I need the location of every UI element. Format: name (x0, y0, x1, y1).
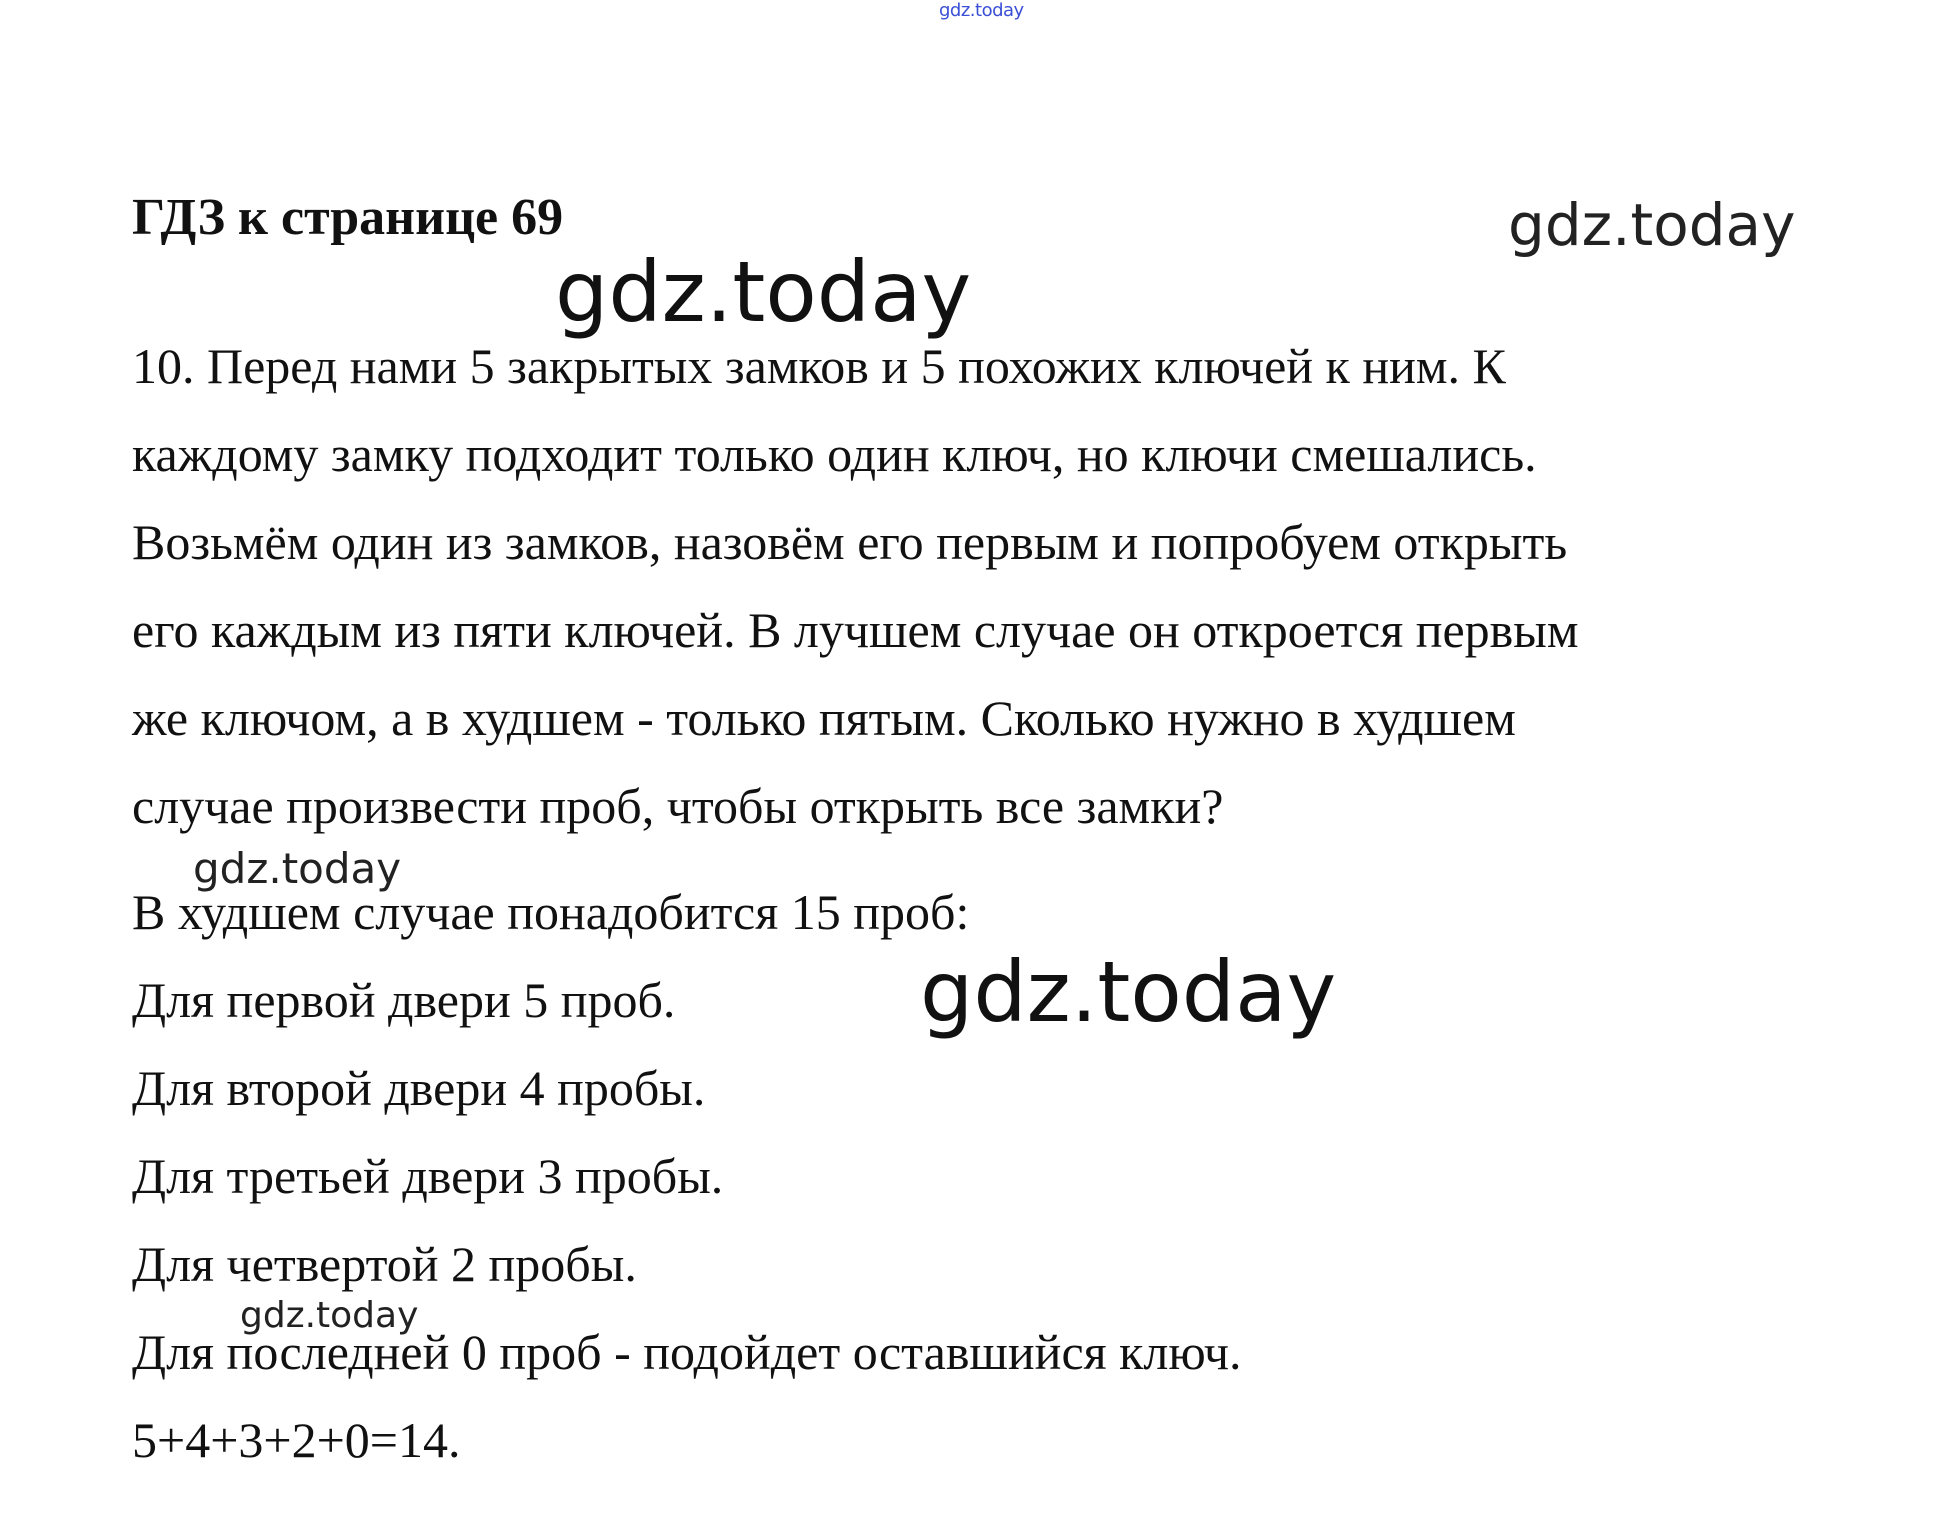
watermark-small-2: gdz.today (240, 1295, 419, 1336)
watermark-large-2: gdz.today (920, 943, 1337, 1041)
problem-line: случае произвести проб, чтобы открыть все замки? (132, 778, 1224, 834)
watermark-top: gdz.today (939, 0, 1024, 21)
watermark-small-1: gdz.today (193, 844, 402, 893)
answer-line: В худшем случае понадобится 15 проб: (132, 884, 970, 940)
answer-line: 5+4+3+2+0=14. (132, 1412, 461, 1468)
problem-line: 10. Перед нами 5 закрытых замков и 5 похожих ключей к ним. К (132, 338, 1506, 394)
answer-line: Для третьей двери 3 пробы. (132, 1148, 724, 1204)
problem-line: каждому замку подходит только один ключ, но ключи смешались. (132, 426, 1537, 482)
answer-line: Для последней 0 проб - подойдет оставшийся ключ. (132, 1324, 1242, 1380)
problem-line: Возьмём один из замков, назовём его первым и попробуем открыть (132, 514, 1568, 570)
answer-line: Для второй двери 4 пробы. (132, 1060, 706, 1116)
answer-line: Для четвертой 2 пробы. (132, 1236, 637, 1292)
watermark-right: gdz.today (1508, 191, 1796, 259)
answer-line: Для первой двери 5 проб. (132, 972, 676, 1028)
page-title: ГДЗ к странице 69 (132, 189, 564, 246)
problem-text (132, 322, 1852, 850)
problem-line: его каждым из пяти ключей. В лучшем случае он откроется первым (132, 602, 1579, 658)
watermark-large-1: gdz.today (555, 243, 972, 341)
problem-line: же ключом, а в худшем - только пятым. Сколько нужно в худшем (132, 690, 1516, 746)
